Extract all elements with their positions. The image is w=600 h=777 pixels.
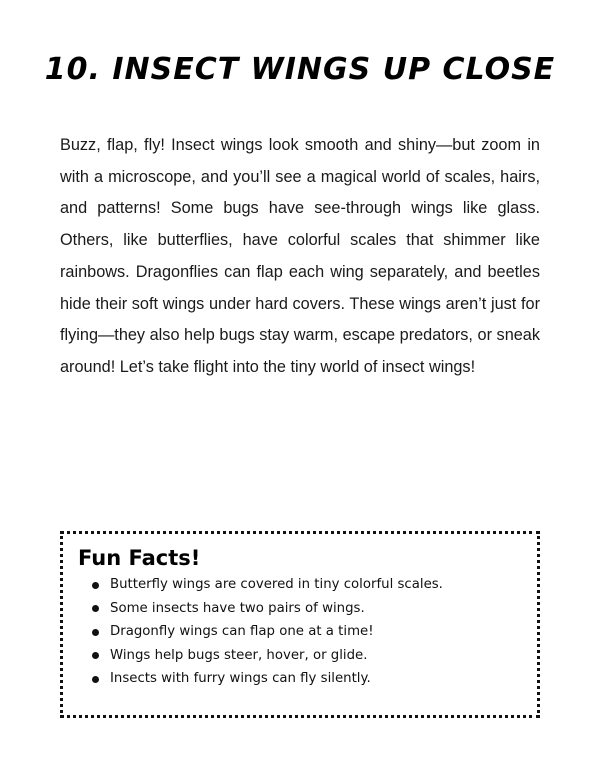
bullet-icon [92,652,99,659]
fun-fact-text: Wings help bugs steer, hover, or glide. [110,647,368,663]
fun-facts-box [60,531,540,718]
fun-fact-text: Butterfly wings are covered in tiny colorful scales. [110,577,443,592]
fun-fact-text: Some insects have two pairs of wings. [110,600,365,616]
page-title: 10. INSECT WINGS UP CLOSE [44,52,556,87]
fun-fact-item [92,620,523,644]
bullet-icon [92,629,99,636]
fun-fact-item [92,573,523,597]
fun-facts-list [78,573,523,691]
fun-fact-text: Insects with furry wings can fly silently. [110,671,371,686]
fun-fact-item [92,597,523,621]
bullet-icon [92,582,99,589]
fun-fact-text: Dragonfly wings can flap one at a time! [110,624,374,639]
fun-facts-heading: Fun Facts! [78,546,201,570]
bullet-icon [92,676,99,683]
bullet-icon [92,605,99,612]
fun-fact-item [92,644,523,668]
fun-fact-item [92,667,523,691]
intro-paragraph: Buzz, flap, fly! Insect wings look smooth and shiny—but zoom in with a microscope, and you’ll see a magical world of scales, hairs, and patterns! Some bugs have see-through wings like glass. Others, like butterflies, have colorful scales that shimmer like rainbows. Dragonflies can flap each wing separately, and beetles hide their soft wings under hard covers. These wings aren’t just for flying—they also help bugs stay warm, escape predators, or sneak around! Let’s take flight into the tiny world of insect wings! [60,136,540,376]
